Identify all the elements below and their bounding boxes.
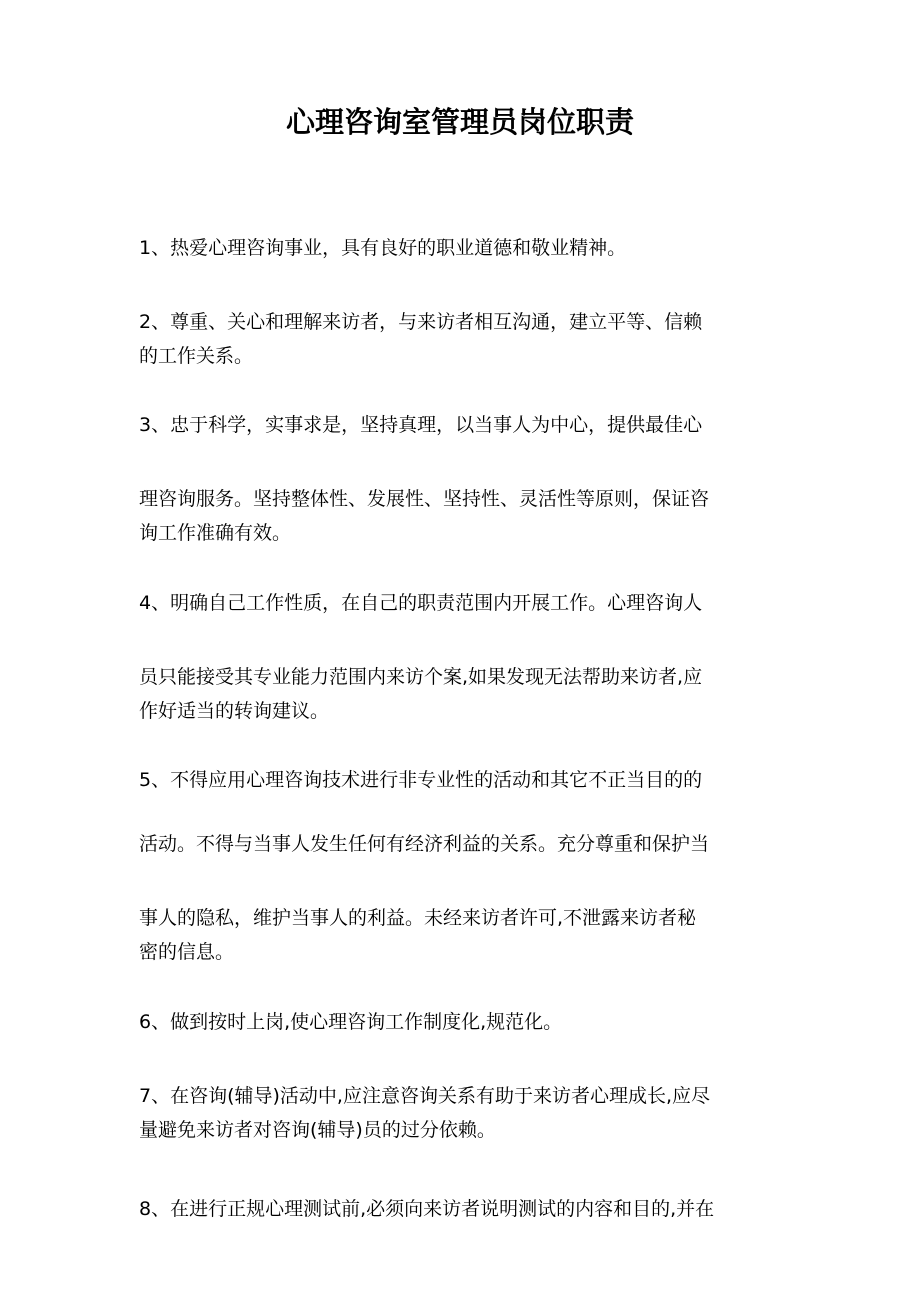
text-line-item-2: 2、尊重、关心和理解来访者，与来访者相互沟通，建立平等、信赖: [139, 311, 703, 333]
text-line-item-1: 1、热爱心理咨询事业，具有良好的职业道德和敬业精神。: [139, 237, 627, 259]
text-line-item-5-cont-3: 密的信息。: [139, 941, 235, 963]
text-line-item-3: 3、忠于科学，实事求是，坚持真理，以当事人为中心，提供最佳心: [139, 414, 703, 436]
text-line-item-7-cont: 量避免来访者对咨询(辅导)员的过分依赖。: [139, 1119, 496, 1141]
text-line-item-8: 8、在进行正规心理测试前,必须向来访者说明测试的内容和目的,并在: [139, 1198, 715, 1220]
text-line-item-4: 4、明确自己工作性质，在自己的职责范围内开展工作。心理咨询人: [139, 592, 703, 614]
text-line-item-6: 6、做到按时上岗,使心理咨询工作制度化,规范化。: [139, 1011, 563, 1033]
text-line-item-4-cont-2: 作好适当的转询建议。: [139, 700, 330, 722]
text-line-item-4-cont-1: 员只能接受其专业能力范围内来访个案,如果发现无法帮助来访者,应: [139, 666, 703, 688]
document-title: 心理咨询室管理员岗位职责: [285, 105, 634, 139]
text-line-item-5-cont-2: 事人的隐私，维护当事人的利益。未经来访者许可,不泄露来访者秘: [139, 907, 697, 929]
text-line-item-5: 5、不得应用心理咨询技术进行非专业性的活动和其它不正当目的的: [139, 769, 703, 791]
text-line-item-7: 7、在咨询(辅导)活动中,应注意咨询关系有助于来访者心理成长,应尽: [139, 1085, 710, 1107]
text-line-item-3-cont-2: 询工作准确有效。: [139, 522, 292, 544]
text-line-item-5-cont-1: 活动。不得与当事人发生任何有经济利益的关系。充分尊重和保护当: [139, 833, 710, 855]
text-line-item-3-cont-1: 理咨询服务。坚持整体性、发展性、坚持性、灵活性等原则，保证咨: [139, 488, 710, 510]
text-line-item-2-cont: 的工作关系。: [139, 345, 254, 367]
